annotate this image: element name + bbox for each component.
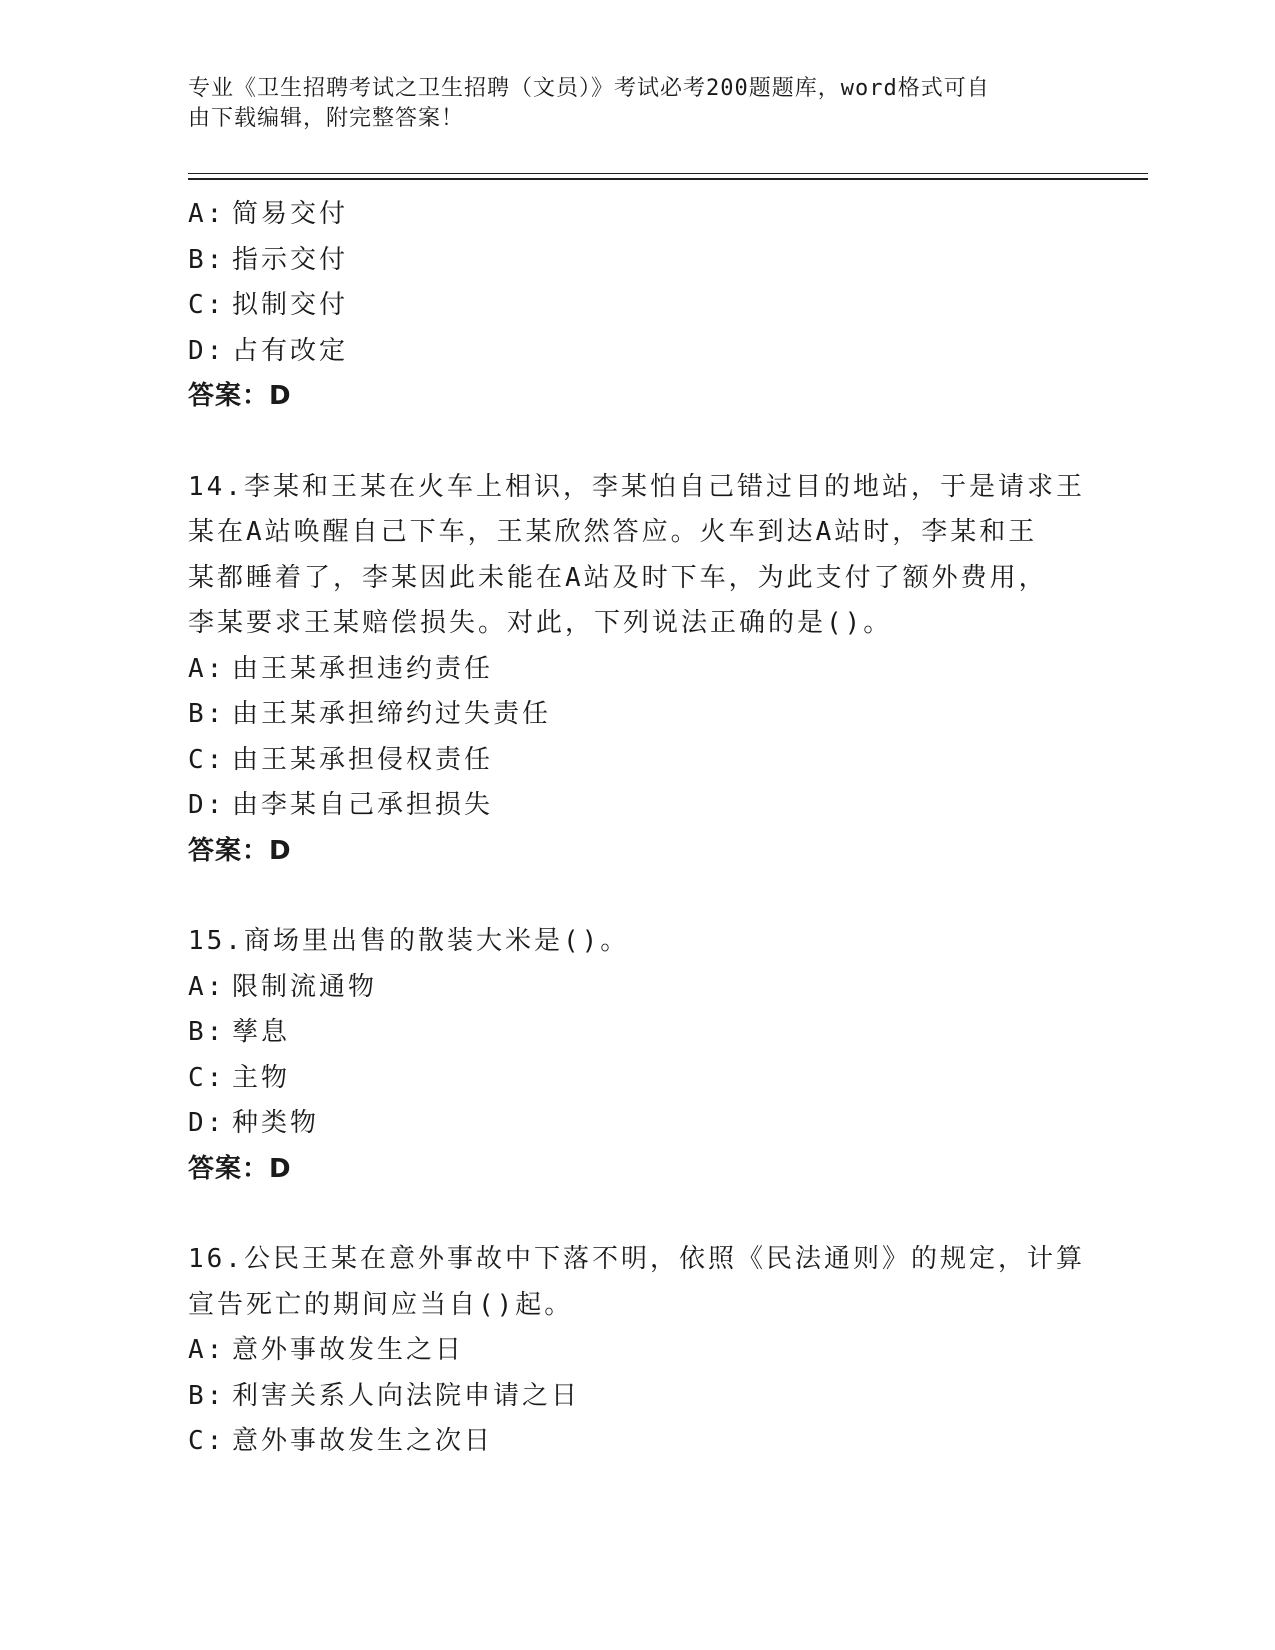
option-text: 孳息 (232, 1017, 291, 1047)
question-16 (188, 1237, 1088, 1465)
option-text: 主物 (232, 1062, 291, 1093)
option-d (188, 1101, 1088, 1147)
question-14 (188, 465, 1088, 875)
option-text: 拟制交付 (232, 290, 349, 320)
option-letter: C: (188, 744, 226, 775)
option-d (188, 783, 1088, 829)
question-text-line: 15.商场里出售的散装大米是()。 (188, 926, 630, 956)
option-text: 由王某承担违约责任 (232, 653, 494, 684)
spacer (188, 874, 1088, 919)
option-a (188, 647, 1088, 693)
option-letter: A: (188, 199, 226, 229)
option-b (188, 1010, 1088, 1056)
option-d (188, 329, 1088, 375)
question-text-line: 李某要求王某赔偿损失。对此，下列说法正确的是()。 (188, 608, 893, 638)
answer-line: 答案：D (188, 835, 292, 866)
answer-line: 答案：D (188, 1153, 292, 1184)
option-c (188, 738, 1088, 784)
question-text-line: 某都睡着了，李某因此未能在A站及时下车，为此支付了额外费用， (188, 562, 1048, 593)
option-text: 简易交付 (232, 199, 349, 229)
option-letter: A: (188, 971, 226, 1002)
spacer (188, 1192, 1088, 1237)
option-letter: D: (188, 335, 226, 366)
option-c (188, 283, 1088, 329)
option-text: 种类物 (232, 1108, 320, 1138)
question-text-line: 14.李某和王某在火车上相识，李某怕自己错过目的地站，于是请求王 (188, 471, 1085, 502)
option-text: 由李某自己承担损失 (232, 790, 494, 820)
header-title-line-2: 由下载编辑，附完整答案！ (188, 106, 465, 131)
option-letter: A: (188, 653, 226, 684)
question-text-line: 某在A站唤醒自己下车，王某欣然答应。火车到达A站时，李某和王 (188, 517, 1038, 547)
header-divider-thin (188, 173, 1148, 174)
option-b (188, 238, 1088, 284)
option-c (188, 1419, 1088, 1465)
document-header (188, 74, 1068, 134)
option-text: 占有改定 (232, 335, 349, 366)
question-text-line: 宣告死亡的期间应当自()起。 (188, 1289, 574, 1320)
option-letter: B: (188, 699, 226, 729)
option-a (188, 1328, 1088, 1374)
option-letter: A: (188, 1335, 226, 1365)
option-text: 指示交付 (232, 244, 349, 275)
option-text: 意外事故发生之日 (232, 1335, 465, 1365)
header-divider-thick (188, 178, 1148, 180)
option-letter: B: (188, 244, 226, 275)
option-letter: D: (188, 790, 226, 820)
option-a (188, 965, 1088, 1011)
option-text: 由王某承担侵权责任 (232, 744, 494, 775)
spacer (188, 420, 1088, 465)
question-list (188, 192, 1088, 1465)
question-15 (188, 919, 1088, 1192)
option-letter: C: (188, 290, 226, 320)
option-letter: D: (188, 1108, 226, 1138)
question-text-line: 16.公民王某在意外事故中下落不明，依照《民法通则》的规定，计算 (188, 1244, 1085, 1274)
header-title-line-1: 专业《卫生招聘考试之卫生招聘（文员）》考试必考200题题库，word格式可自 (188, 76, 990, 101)
option-text: 限制流通物 (232, 971, 378, 1002)
option-letter: B: (188, 1380, 226, 1411)
option-text: 意外事故发生之次日 (232, 1426, 494, 1456)
option-letter: B: (188, 1017, 226, 1047)
option-a (188, 192, 1088, 238)
answer-line: 答案：D (188, 381, 292, 411)
option-letter: C: (188, 1062, 226, 1093)
option-c (188, 1056, 1088, 1102)
option-text: 利害关系人向法院申请之日 (232, 1380, 581, 1411)
option-b (188, 692, 1088, 738)
option-text: 由王某承担缔约过失责任 (232, 699, 552, 729)
option-letter: C: (188, 1426, 226, 1456)
question-13-continued (188, 192, 1088, 420)
option-b (188, 1374, 1088, 1420)
